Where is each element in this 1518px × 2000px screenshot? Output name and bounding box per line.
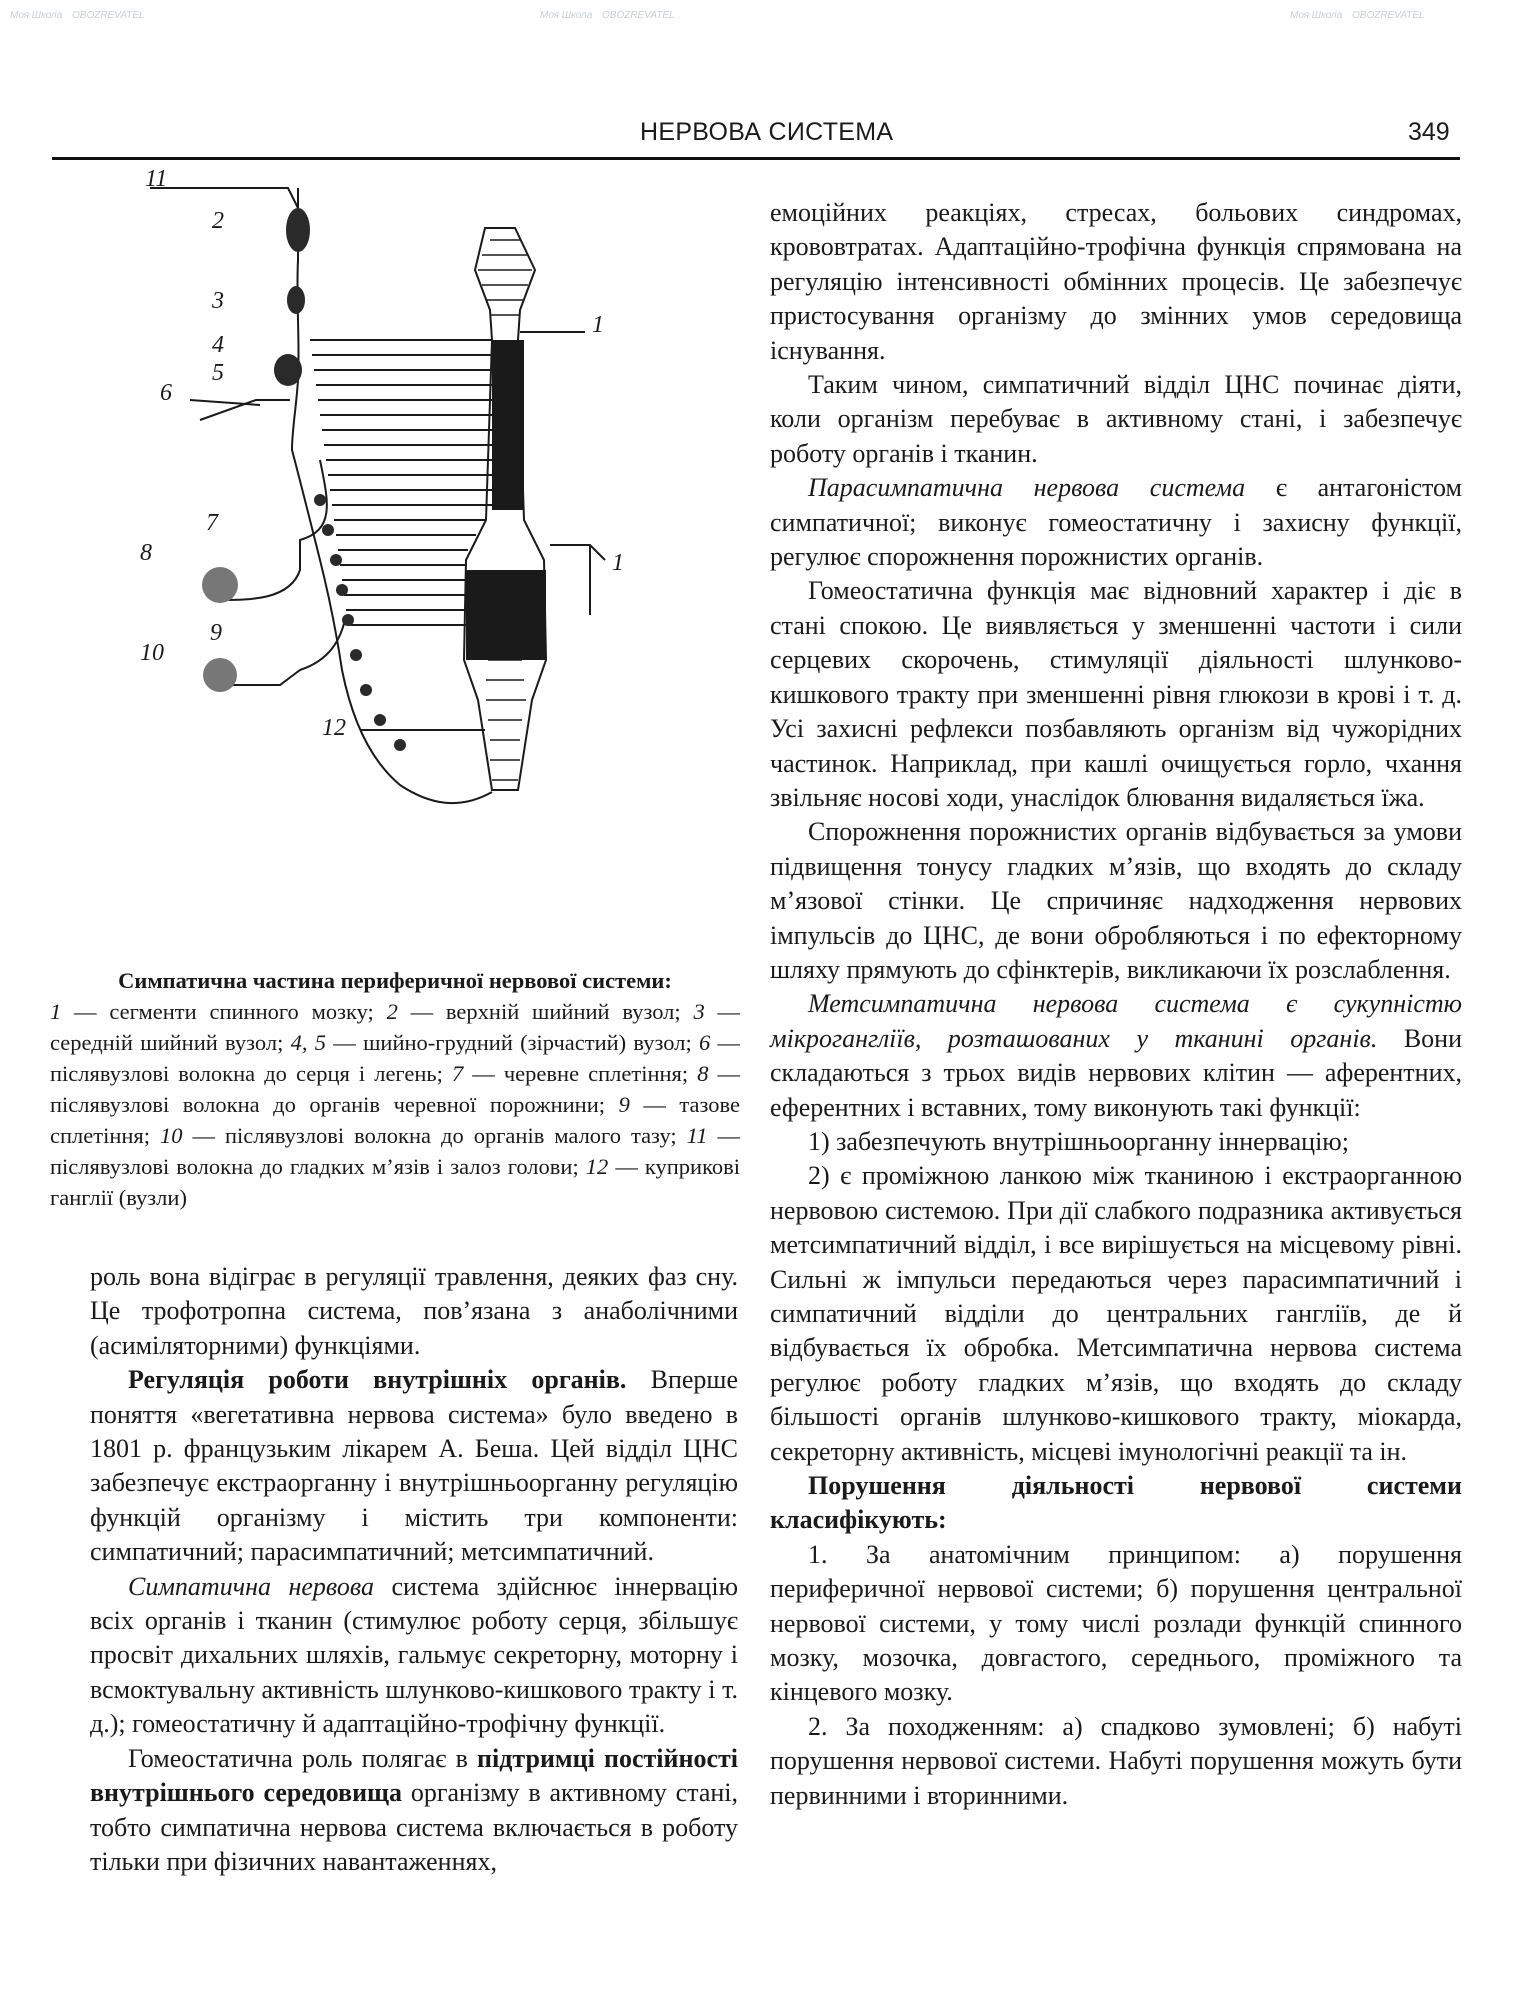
nerve-to-ganglion-9 xyxy=(220,620,345,685)
middle-cervical-ganglion xyxy=(287,286,305,314)
page-number: 349 xyxy=(1408,118,1450,146)
watermark-school: Моя Школа xyxy=(1290,10,1343,21)
watermark-school: Моя Школа xyxy=(540,10,593,21)
label-11: 11 xyxy=(145,166,168,192)
upper-cervical-ganglion xyxy=(286,208,310,252)
paragraph: 1. За анатомічним принципом: а) порушення периферичної нервової системи; б) порушення центральної нервової системи, у тому числі розлади функцій спинного мозку, мозочка, довгастого, середнього, проміжного та кінцевого мозку. xyxy=(770,1539,1462,1707)
paragraph: 2. За походженням: а) спадково зумовлені; б) набуті порушення нервової системи. Набуті порушення можуть бути первинними і вторинними. xyxy=(770,1711,1462,1810)
label-4: 4 xyxy=(212,332,224,358)
leader-bracket-1 xyxy=(550,545,605,615)
label-10: 10 xyxy=(140,640,164,666)
caption-item: 1 — сегменти спинного мозку; xyxy=(50,999,387,1024)
trunk-branch-top xyxy=(150,188,298,208)
label-3: 3 xyxy=(212,288,224,314)
left-column xyxy=(90,1260,738,1879)
caption-item: 9 — тазове сплетіння; xyxy=(50,1092,740,1148)
label-2: 2 xyxy=(212,208,224,234)
label-1-bracket: 1 xyxy=(612,550,624,576)
right-column xyxy=(770,196,1462,1813)
paragraph: Спорожнення порожнистих органів відбувається за умови підвищення тонусу гладких м’язів, що входять до складу м’язової стінки. Це спричиняє надходження нервових імпульсів до ЦНС, де вони обробляються і по ефекторному шляху прямують до сфінктерів, викликаючи їх розслаблення. xyxy=(770,817,1462,984)
paragraph: Таким чином, симпатичний відділ ЦНС починає діяти, коли організм перебуває в активному стані, і забезпечує роботу органів і тканин. xyxy=(770,370,1462,468)
watermark-brand: OBOZREVATEL xyxy=(602,10,675,21)
paragraph: Регуляція роботи внутрішніх органів. Вперше поняття «вегетативна нервова система» було введено в 1801 р. французьким лікарем А. Беша. Цей відділ ЦНС забезпечує екстраорганну і внутрішньоорганну регуляцію функцій організму і містить три компоненти: симпатичний; парасимпатичний; метсимпатичний. xyxy=(90,1365,738,1567)
label-8: 8 xyxy=(140,540,152,566)
label-6: 6 xyxy=(160,380,172,406)
caption-title: Симпатична частина периферичної нервової системи: xyxy=(118,968,672,993)
label-5: 5 xyxy=(212,360,224,386)
paragraph: Метсимпатична нервова система є сукупністю мікрогангліїв, розташованих у тканині органів. Вони складаються з трьох видів нервових клітин — аферентних, еферентних і вставних, тому виконують такі функції: xyxy=(770,989,1462,1122)
nerve-to-heart xyxy=(190,400,290,420)
paragraph: Гомеостатична функція має відновний характер і діє в стані спокою. Це виявляється у зменшенні частоти і сили серцевих скорочень, стимуляції діяльності шлунково-кишкового тракту при зменшенні рівня глюкози в крові і т. д. Усі захисні рефлекси позбавляють організм від чужорідних частинок. Наприклад, при кашлі очищується горло, чхання звільняє носові ходи, унаслідок блювання видаляється їжа. xyxy=(770,576,1462,812)
caption-item: 7 — черевне сплетіння; xyxy=(451,1061,698,1086)
label-12: 12 xyxy=(322,715,346,741)
caption-item: 10 — післявузлові волокна до органів малого тазу; xyxy=(160,1123,687,1148)
sympathetic-nervous-system-diagram xyxy=(140,166,720,950)
caption-item: 2 — верхній шийний вузол; xyxy=(386,999,694,1024)
caption-item: 11 — післявузлові волокна до гладких м’язів і залоз голови; xyxy=(50,1123,741,1179)
label-9: 9 xyxy=(210,620,222,646)
paragraph: Симпатична нервова система здійснює іннервацію всіх органів і тканин (стимулює роботу серця, збільшує просвіт дихальних шляхів, гальмує секреторну, моторну і всмоктувальну активність шлунково-кишкового тракту і т. д.); гомеостатичну й адаптаційно-трофічну функції. xyxy=(90,1571,738,1739)
running-header: НЕРВОВА СИСТЕМА xyxy=(640,118,894,146)
list-item: 1) забезпечують внутрішньоорганну іннервацію; xyxy=(808,1126,1349,1156)
header-divider xyxy=(52,157,1460,160)
caption-item: 3 — середній шийний вузол; xyxy=(50,999,740,1055)
paragraph: Гомеостатична роль полягає в підтримці постійності внутрішнього середовища організму в активному стані, тобто симпатична нервова система включається в роботу тільки при фізичних навантаженнях, xyxy=(90,1743,739,1876)
paragraph: Парасимпатична нервова система є антагоністом симпатичної; виконує гомеостатичну і захисну функції, регулює спорожнення порожнистих органів. xyxy=(770,473,1462,572)
spinal-cord-dark-cervical xyxy=(492,340,524,510)
spinal-cord-dark-lumbar xyxy=(466,570,546,660)
celiac-plexus xyxy=(202,567,238,603)
list-item: 2) є проміжною ланкою між тканиною і екстраорганною нервовою системою. При дії слабкого подразника активується метсимпатичний відділ, і все вирішується на місцевому рівні. Сильні ж імпульси передаються через парасимпатичний і симпатичний відділи до центральних гангліїв, де й відбувається їх обробка. Метсимпатична нервова система регулює роботу гладких м’язів, що входять до складу більшості органів шлунково-кишкового тракту, міокарда, секреторну активність, місцеві імунологічні реакції та ін. xyxy=(770,1161,1462,1466)
caption-item: 4, 5 — шийно-грудний (зірчастий) вузол; xyxy=(290,1030,699,1055)
section-heading: Порушення діяльності нервової системи класифікують: xyxy=(770,1471,1462,1535)
label-7: 7 xyxy=(206,510,218,536)
stellate-ganglion xyxy=(274,354,302,386)
paragraph: емоційних реакціях, стресах, больових синдромах, крововтратах. Адаптаційно-трофічна функція спрямована на регуляцію інтенсивності обмінних процесів. Це забезпечує пристосування організму до змінних умов середовища існування. xyxy=(770,198,1462,365)
paragraph: роль вона відіграє в регуляції травлення, деяких фаз сну. Це трофотропна система, пов’язана з анаболічними (асиміляторними) функціями. xyxy=(90,1262,738,1360)
watermark-brand: OBOZREVATEL xyxy=(1352,10,1425,21)
watermark-school: Моя Школа xyxy=(10,10,63,21)
caption-item: 8 — післявузлові волокна до органів черевної порожнини; xyxy=(50,1061,741,1117)
label-1-top: 1 xyxy=(592,312,604,338)
caption-item: 12 — куприкові ганглії (вузли) xyxy=(50,1154,741,1210)
figure-caption xyxy=(50,965,740,1213)
pelvic-plexus xyxy=(203,658,237,692)
caption-item: 6 — післявузлові волокна до серця і легень; xyxy=(50,1030,741,1086)
watermark-brand: OBOZREVATEL xyxy=(72,10,145,21)
